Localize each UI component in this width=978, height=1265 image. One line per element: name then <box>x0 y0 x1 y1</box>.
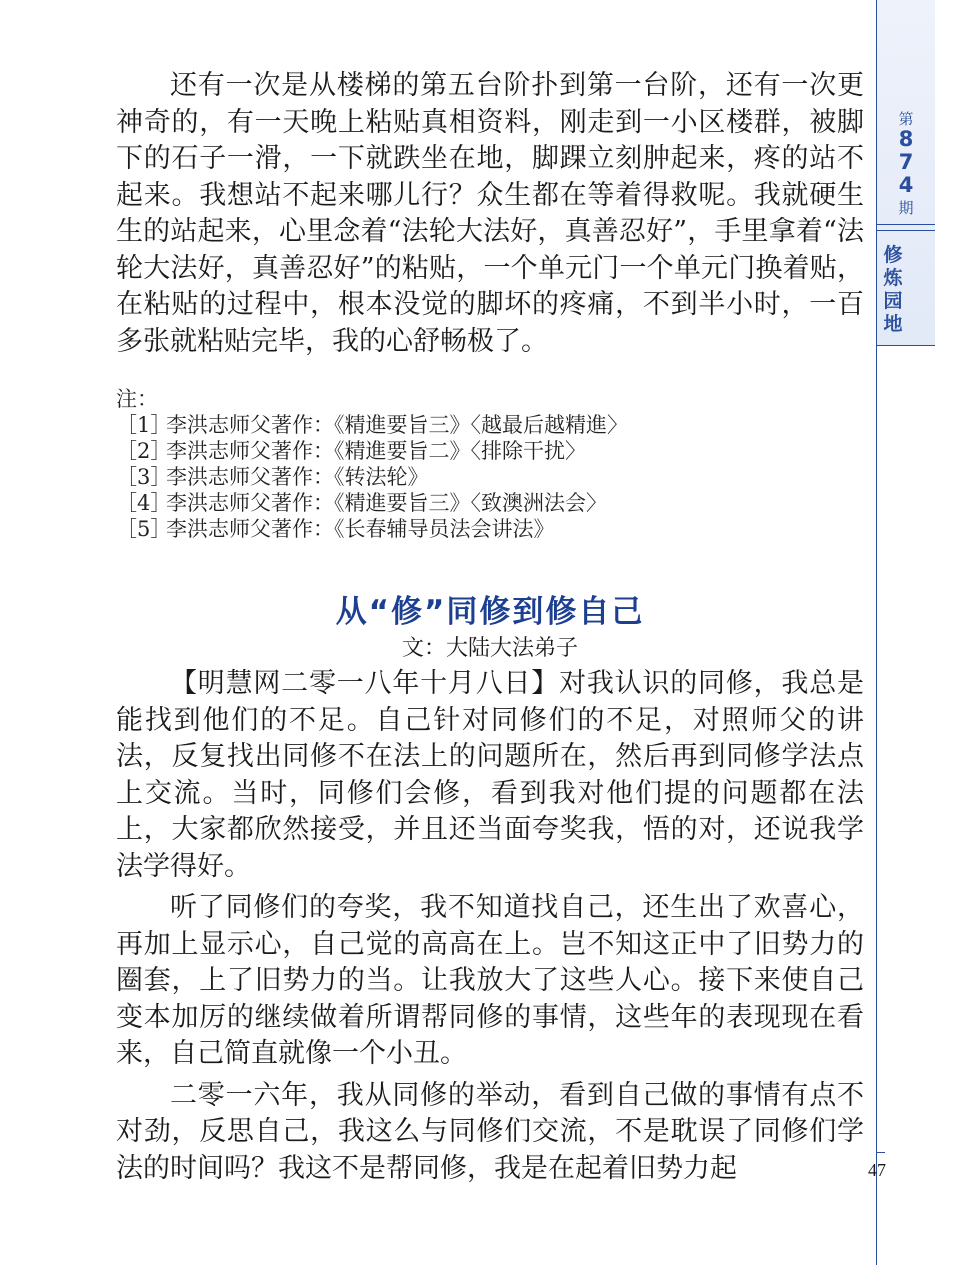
section-char: 园 <box>883 290 903 312</box>
page-content <box>116 68 864 1187</box>
section-char: 修 <box>883 244 903 266</box>
note-text: 李洪志师父著作：《精進要旨三》〈越最后越精進〉 <box>166 413 628 437</box>
section-label <box>877 244 909 336</box>
article-paragraph: 二零一六年，我从同修的举动，看到自己做的事情有点不对劲，反思自己，我这么与同修们交流，不是耽误了同修们学法的时间吗？我这不是帮同修，我是在起着旧势力起 <box>116 1079 864 1184</box>
note-index: ［5］ <box>116 517 172 541</box>
note-index: ［1］ <box>116 413 172 437</box>
note-text: 李洪志师父著作：《转法轮》 <box>166 465 429 489</box>
note-item <box>116 516 864 542</box>
notes-section <box>116 386 864 542</box>
issue-prefix: 第 <box>898 110 914 128</box>
note-item <box>116 412 864 438</box>
notes-heading: 注： <box>116 387 158 411</box>
issue-digit: 8 <box>898 127 914 151</box>
continued-paragraph: 还有一次是从楼梯的第五台阶扑到第一台阶，还有一次更神奇的，有一天晚上粘贴真相资料，刚走到一小区楼群，被脚下的石子一滑，一下就跌坐在地，脚踝立刻肿起来，疼的站不起来。我想站不起来哪儿行？众生都在等着得救呢。我就硬生生的站起来，心里念着“法轮大法好，真善忍好”，手里拿着“法轮大法好，真善忍好”的粘贴，一个单元门一个单元门换着贴，在粘贴的过程中，根本没觉的脚坏的疼痛，不到半小时，一百多张就粘贴完毕，我的心舒畅极了。 <box>116 70 864 357</box>
note-index: ［4］ <box>116 491 172 515</box>
issue-suffix: 期 <box>898 199 914 217</box>
issue-digit: 7 <box>898 150 914 174</box>
article-byline: 文：大陆大法弟子 <box>401 636 578 661</box>
sidebar-divider <box>877 230 935 231</box>
note-text: 李洪志师父著作：《精進要旨三》〈致澳洲法会〉 <box>166 491 607 515</box>
note-item <box>116 464 864 490</box>
section-char: 地 <box>883 313 903 335</box>
note-item <box>116 438 864 464</box>
article-paragraph: 【明慧网二零一八年十月八日】对我认识的同修，我总是能找到他们的不足。自己针对同修们的不足，对照师父的讲法，反复找出同修不在法上的问题所在，然后再到同修学法点上交流。当时，同修们会修，看到我对他们提的问题都在法上，大家都欣然接受，并且还当面夸奖我，悟的对，还说我学法学得好。 <box>116 668 864 882</box>
article-title: 从“修”同修到修自己 <box>335 594 645 630</box>
page-number: 47 <box>868 1160 886 1180</box>
note-text: 李洪志师父著作：《精進要旨二》〈排除干扰〉 <box>166 439 586 463</box>
issue-number-box <box>877 100 935 224</box>
note-text: 李洪志师父著作：《长春辅导员法会讲法》 <box>166 517 555 541</box>
note-item <box>116 490 864 516</box>
sidebar-divider <box>877 345 935 346</box>
page-number-tick <box>877 1152 885 1153</box>
section-char: 炼 <box>883 267 903 289</box>
note-index: ［3］ <box>116 465 172 489</box>
article-paragraph: 听了同修们的夸奖，我不知道找自己，还生出了欢喜心，再加上显示心，自己觉的高高在上。岂不知这正中了旧势力的圈套，上了旧势力的当。让我放大了这些人心。接下来使自己变本加厉的继续做着所谓帮同修的事情，这些年的表现现在看来，自己简直就像一个小丑。 <box>116 892 864 1069</box>
issue-digit: 4 <box>898 173 914 197</box>
sidebar-divider <box>877 224 935 225</box>
note-index: ［2］ <box>116 439 172 463</box>
